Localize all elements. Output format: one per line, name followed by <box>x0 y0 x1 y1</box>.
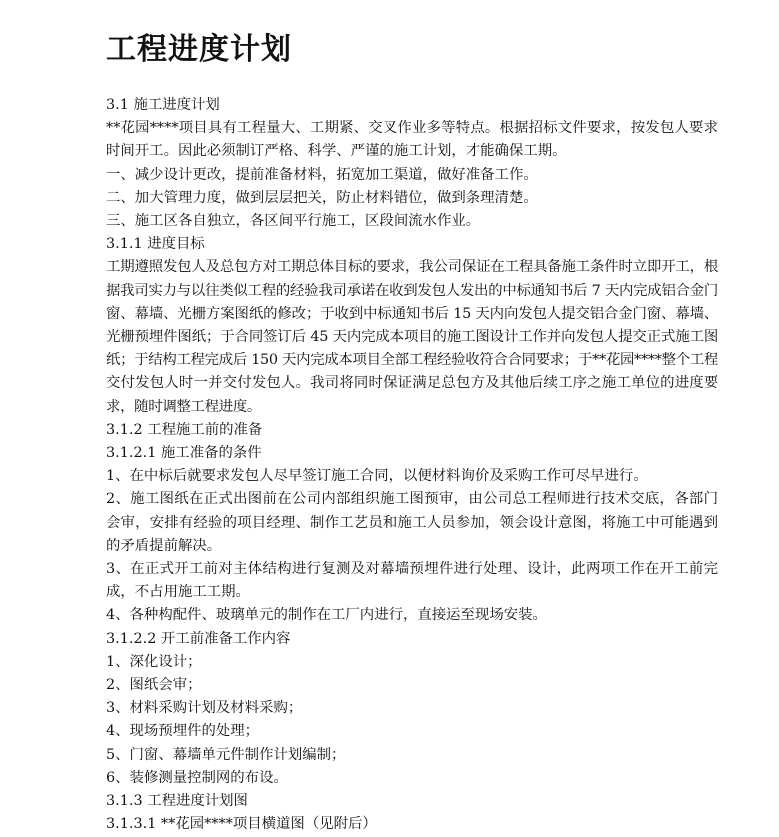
prep-work-item: 3、材料采购计划及材料采购； <box>106 700 303 717</box>
section-heading-3-1-1: 3.1.1 进度目标 <box>106 236 205 253</box>
document-title: 工程进度计划 <box>106 32 292 67</box>
document-page <box>106 28 718 837</box>
section-heading-3-1-2-2: 3.1.2.2 开工前准备工作内容 <box>106 630 291 647</box>
measure-item: 一、减少设计更改，提前准备材料，拓宽加工渠道，做好准备工作。 <box>106 166 538 183</box>
section-heading-3-1-2: 3.1.2 工程施工前的准备 <box>106 421 263 438</box>
prep-work-item: 1、深化设计； <box>106 653 202 670</box>
prep-condition-item: 1、在中标后就要求发包人尽早签订施工合同，以便材料询价及采购工作可尽早进行。 <box>106 468 648 485</box>
prep-work-item: 2、图纸会审； <box>106 677 202 694</box>
prep-work-item: 6、装修测量控制网的布设。 <box>106 769 288 786</box>
measure-item: 三、施工区各自独立，各区间平行施工，区段间流水作业。 <box>106 213 481 230</box>
prep-work-item: 5、门窗、幕墙单元件制作计划编制； <box>106 746 346 763</box>
intro-paragraph: **花园****项目具有工程量大、工期紧、交叉作业多等特点。根据招标文件要求，按发包人要求时间开工。因此必须制订严格、科学、严谨的施工计划，才能确保工期。 <box>106 120 718 160</box>
section-heading-3-1-3: 3.1.3 工程进度计划图 <box>106 793 248 810</box>
prep-work-item: 4、现场预埋件的处理； <box>106 723 260 740</box>
prep-condition-item: 3、在正式开工前对主体结构进行复测及对幕墙预埋件进行处理、设计，此两项工作在开工前完成，不占用施工工期。 <box>106 561 718 601</box>
section-heading-3-1-2-1: 3.1.2.1 施工准备的条件 <box>106 445 262 462</box>
goal-paragraph: 工期遵照发包人及总包方对工期总体目标的要求，我公司保证在工程具备施工条件时立即开工，根据我司实力与以往类似工程的经验我司承诺在收到发包人发出的中标通知书后 7 天内完成铝合金门窗、幕墙、光栅方案图纸的修改；于收到中标通知书后 15 天内向发包人提交铝合金门窗、幕墙、光栅预埋件图纸；于合同签订后 45 天内完成本项目的施工图设计工作并向发包人提交正式施工图纸；于结构工程完成后 150 天内完成本项目全部工程经验收符合合同要求；于**花园****整个工程交付发包人时一并交付发包人。我司将同时保证满足总包方及其他后续工序之施工单位的进度要求，随时调整工程进度。 <box>106 259 718 415</box>
prep-condition-item: 4、各种构配件、玻璃单元的制作在工厂内进行，直接运至现场安装。 <box>106 607 547 624</box>
measure-item: 二、加大管理力度，做到层层把关，防止材料错位，做到条理清楚。 <box>106 189 538 206</box>
section-heading-3-1: 3.1 施工进度计划 <box>106 97 220 113</box>
prep-condition-item: 2、施工图纸在正式出图前在公司内部组织施工图预审，由公司总工程师进行技术交底，各部门会审，安排有经验的项目经理、制作工艺员和施工人员参加，领会设计意图，将施工中可能遇到的矛盾提前解决。 <box>106 491 718 554</box>
section-heading-3-1-3-1: 3.1.3.1 **花园****项目横道图（见附后） <box>106 816 377 833</box>
